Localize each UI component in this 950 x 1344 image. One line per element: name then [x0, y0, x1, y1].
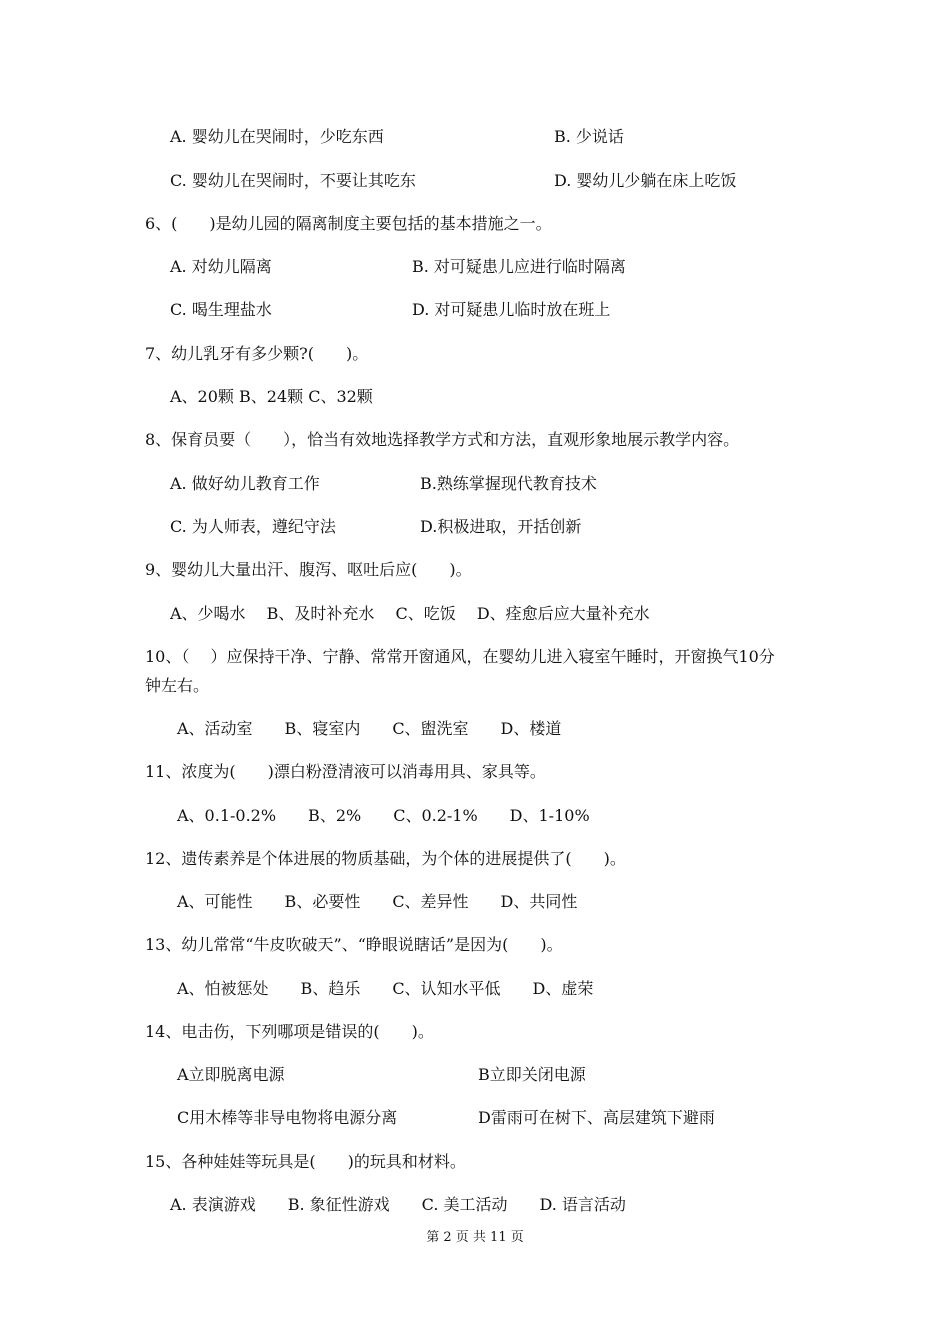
q15-stem: 15、各种娃娃等玩具是( )的玩具和材料。 [145, 1152, 466, 1171]
q11-options: A、0.1-0.2% B、2% C、0.2-1% D、1-10% [177, 806, 590, 825]
q8-stem: 8、保育员要（ ），恰当有效地选择教学方式和方法，直观形象地展示教学内容。 [145, 430, 740, 449]
q9-options: A、少喝水 B、及时补充水 C、吃饭 D、痊愈后应大量补充水 [170, 604, 650, 623]
q9-stem: 9、婴幼儿大量出汗、腹泻、呕吐后应( )。 [145, 560, 472, 579]
q6-stem: 6、( )是幼儿园的隔离制度主要包括的基本措施之一。 [145, 214, 552, 233]
q15-options: A. 表演游戏 B. 象征性游戏 C. 美工活动 D. 语言活动 [170, 1195, 626, 1214]
q14-option-c: C用木棒等非导电物将电源分离 [177, 1108, 398, 1127]
q6-option-a: A. 对幼儿隔离 [170, 257, 272, 276]
q14-option-d: D雷雨可在树下、高层建筑下避雨 [478, 1108, 715, 1127]
q6-option-c: C. 喝生理盐水 [170, 300, 272, 319]
q7-stem: 7、幼儿乳牙有多少颗?( )。 [145, 344, 369, 363]
q5-option-c: C. 婴幼儿在哭闹时，不要让其吃东 [170, 171, 416, 190]
page-number-footer: 第 2 页 共 11 页 [426, 1230, 524, 1245]
q8-option-b: B.熟练掌握现代教育技术 [420, 474, 597, 493]
q8-option-a: A. 做好幼儿教育工作 [170, 474, 320, 493]
q5-option-b: B. 少说话 [554, 127, 624, 146]
q8-option-d: D.积极进取，开括创新 [420, 517, 582, 536]
q13-stem: 13、幼儿常常“牛皮吹破天”、“睁眼说瞎话”是因为( )。 [145, 935, 563, 954]
q14-option-a: A立即脱离电源 [177, 1065, 285, 1084]
q14-stem: 14、电击伤，下列哪项是错误的( )。 [145, 1022, 434, 1041]
q7-options: A、20颗 B、24颗 C、32颗 [170, 387, 373, 406]
q8-option-c: C. 为人师表，遵纪守法 [170, 517, 336, 536]
q12-stem: 12、遗传素养是个体进展的物质基础，为个体的进展提供了( )。 [145, 849, 626, 868]
q10-stem-line2: 钟左右。 [145, 676, 210, 695]
q10-options: A、活动室 B、寝室内 C、盥洗室 D、楼道 [177, 719, 562, 738]
q14-option-b: B立即关闭电源 [478, 1065, 586, 1084]
q10-stem-line1: 10、（ ）应保持干净、宁静、常常开窗通风，在婴幼儿进入寝室午睡时，开窗换气10分 [145, 647, 775, 666]
q5-option-d: D. 婴幼儿少躺在床上吃饭 [554, 171, 737, 190]
q13-options: A、怕被惩处 B、趋乐 C、认知水平低 D、虚荣 [177, 979, 594, 998]
q6-option-b: B. 对可疑患儿应进行临时隔离 [412, 257, 626, 276]
q11-stem: 11、浓度为( )漂白粉澄清液可以消毒用具、家具等。 [145, 762, 546, 781]
q6-option-d: D. 对可疑患儿临时放在班上 [412, 300, 611, 319]
q5-option-a: A. 婴幼儿在哭闹时，少吃东西 [170, 127, 384, 146]
q12-options: A、可能性 B、必要性 C、差异性 D、共同性 [177, 892, 578, 911]
